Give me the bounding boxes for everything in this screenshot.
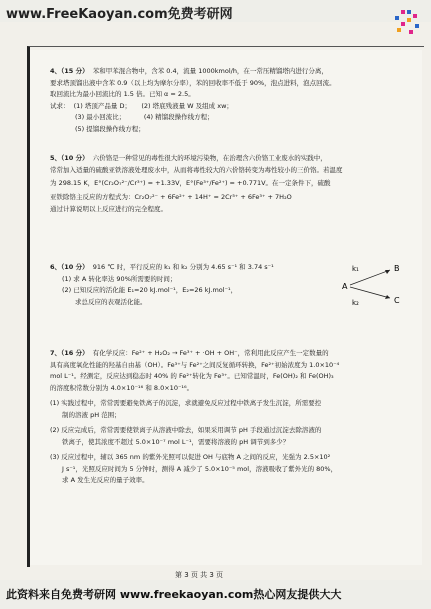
question-7-line-2: 具有高度氧化性能的羟基自由基（OH）。Fe³⁺与 Fe²⁺之间反复循环转换，Fe²⁺初始浓度为 1.0×10⁻⁴ [50, 360, 340, 369]
question-7-line-1: 有化学反应：Fe²⁺ + H₂O₂ → Fe³⁺ + ·OH + OH⁻，常利用此反应产生一定数量的 [92, 349, 329, 357]
question-5-line-2: 常常加入适量的硫酸亚铁溶液处理废水中，从而将毒性较大的六价铬转变为毒性较小的三价铬。若温度 [50, 165, 343, 174]
question-4-ask-2: (2) 塔底残液量 W 及组成 xw； [141, 101, 233, 110]
question-7-title: 7、（16 分） [50, 349, 89, 357]
question-6-title: 6、（10 分） [50, 263, 89, 271]
rate-k1: k₁ [352, 265, 359, 273]
question-4 [50, 66, 420, 135]
question-7-sub-2a: (2) 反应完成后，常常需要使铁离子从溶液中除去，如果采用调节 pH 手段通过沉淀去除溶液的 [50, 426, 322, 434]
question-6-ask-2b: 求总反应的表观活化能。 [75, 297, 147, 306]
question-5-line-4: 亚铁除铬主反应的方程式为：Cr₂O₇²⁻ + 6Fe²⁺ + 14H⁺ = 2Cr³⁺ + 6Fe³⁺ + 7H₂O [50, 193, 292, 201]
question-5-line-5: 通过计算说明以上反应进行的完全程度。 [50, 205, 167, 213]
parallel-reaction-diagram [340, 258, 415, 308]
question-5-line-3: 为 298.15 K，E°(Cr₂O₇²⁻/Cr³⁺) = +1.33V，E°(Fe³⁺/Fe²⁺) = +0.771V。在一定条件下，硫酸 [50, 179, 331, 187]
question-6-line-1: 916 ℃ 时，平行反应的 k₁ 和 k₂ 分别为 4.65 s⁻¹ 和 3.74 s⁻¹ [92, 263, 274, 271]
page-number: 第 3 页 共 3 页 [175, 571, 224, 579]
rate-k2: k₂ [352, 299, 359, 307]
question-7-line-3: mol L⁻¹。经测定，反应达到稳态时 40% 的 Fe²⁺转化为 Fe³⁺。已知常温时，Fe(OH)₂ 和 Fe(OH)₃ [50, 372, 334, 380]
question-7-sub-3b: J s⁻¹，光照反应时间为 5 分钟时，测得 A 减少了 5.0×10⁻⁵ mol，溶液吸收了紫外光的 80%， [62, 464, 338, 473]
question-7-sub-3a: (3) 反应过程中，辅以 365 nm 的紫外光照可以促进 OH 与底物 A 之间的反应，光强为 2.5×10² [50, 453, 331, 461]
question-7-sub-1a: (1) 实践过程中，常常需要避免铁离子的沉淀，求就避免反应过程中铁离子发生沉淀，所需要控 [50, 399, 322, 407]
question-7-sub-2b: 铁离子，使其浓度不超过 5.0×10⁻⁷ mol L⁻¹，需要将溶液的 pH 调节到多少？ [62, 437, 290, 446]
species-c: C [394, 296, 400, 305]
question-7 [50, 348, 420, 487]
species-a: A [342, 282, 348, 291]
question-7-sub-3c: 求 A 发生光反应的量子效率。 [62, 476, 149, 484]
site-brand: www.FreeKaoyan.com免费考研网 [6, 7, 233, 22]
question-7-sub-1b: 制的溶液 pH 范围； [62, 410, 121, 419]
question-5-line-1: 六价铬是一种常见的毒性很大的环境污染物，在治理含六价铬工业废水的实践中， [92, 154, 327, 162]
question-4-line-2: 要求塔顶馏出液中含苯 0.9（以上均为摩尔分率），苯的回收率不低于 90%，泡点进料，泡点回流。 [50, 78, 336, 87]
question-6-ask-2: (2) 已知反应的活化能 E₁=20 kJ.mol⁻¹，E₂=26 kJ.mol⁻¹， [62, 286, 238, 294]
site-logo-icon [385, 4, 425, 44]
species-b: B [394, 264, 400, 273]
question-4-line-1: 苯和甲苯混合物中，含苯 0.4，流量 1000kmol/h，在一常压精馏塔内进行分离， [92, 67, 328, 75]
question-4-line-3: 取回流比为最小回流比的 1.5 倍。已知 α = 2.5。 [50, 90, 195, 98]
question-5-title: 5、（10 分） [50, 154, 89, 162]
question-4-ask-4: (4) 精馏段操作线方程； [143, 113, 214, 121]
question-4-ask-3: (3) 最小回流比； [75, 113, 126, 121]
question-4-ask-1: (1) 塔顶产品量 D； [73, 101, 131, 110]
footer-banner [0, 580, 431, 609]
question-6-ask-1: (1) 求 A 转化率达 90%所需要的时间； [62, 274, 177, 283]
arrow-a-to-c [350, 287, 390, 298]
footer-banner-text: 此资料来自免费考研网 www.freekaoyan.com热心网友提供大大 [6, 588, 342, 601]
site-header [0, 0, 431, 22]
question-4-ask-label: 试求： [50, 101, 70, 110]
question-4-ask-5: (5) 提馏段操作线方程； [75, 124, 145, 133]
question-7-line-4: 的溶度积常数分别为 4.0×10⁻¹⁶ 和 8.0×10⁻¹⁶。 [50, 383, 194, 392]
question-4-title: 4、（15 分） [50, 67, 89, 75]
question-5 [50, 153, 420, 216]
